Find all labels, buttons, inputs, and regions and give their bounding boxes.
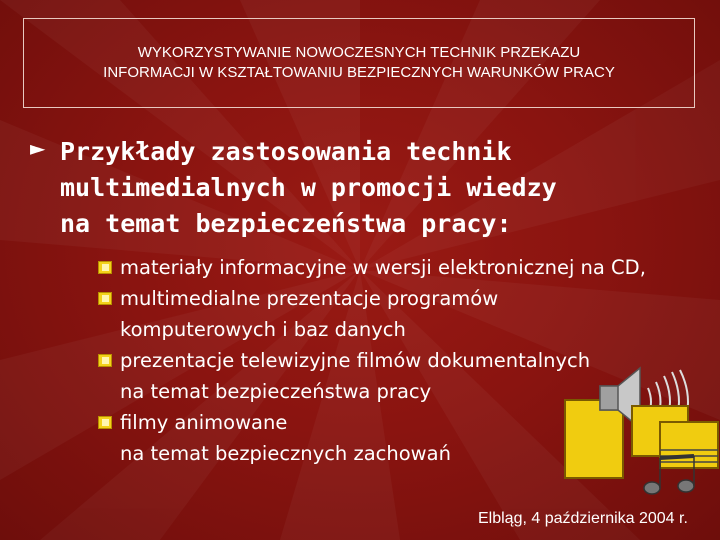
checkbox-bullet-icon xyxy=(98,292,112,305)
list-item-text: materiały informacyjne w wersji elektronicznej na CD, xyxy=(120,256,646,279)
list-item-text-continued: na temat bezpiecznych zachowań xyxy=(120,442,451,465)
slide-title-line-1: WYKORZYSTYWANIE NOWOCZESNYCH TECHNIK PRZEKAZU xyxy=(137,44,581,61)
main-heading-line-3: na temat bezpieczeństwa pracy: xyxy=(60,209,512,238)
list-item-text-continued: na temat bezpieczeństwa pracy xyxy=(120,380,432,403)
list-item xyxy=(98,283,708,345)
main-heading-line-1: Przykłady zastosowania technik xyxy=(60,137,512,166)
slide-title-box xyxy=(23,18,695,108)
main-heading-line-2: multimedialnych w promocji wiedzy xyxy=(60,173,557,202)
list-item-text: prezentacje telewizyjne filmów dokumentalnych xyxy=(120,349,591,372)
list-item-text-continued: komputerowych i baz danych xyxy=(120,318,406,341)
multimedia-speaker-music-icon xyxy=(560,362,720,502)
checkbox-bullet-icon xyxy=(98,416,112,429)
list-item xyxy=(98,252,708,283)
slide-title-line-2: INFORMACJI W KSZTAŁTOWANIU BEZPIECZNYCH WARUNKÓW PRACY xyxy=(103,64,615,81)
checkbox-bullet-icon xyxy=(98,261,112,274)
list-item-text: multimedialne prezentacje programów xyxy=(120,287,499,310)
footer-date-location: Elbląg, 4 października 2004 r. xyxy=(478,510,688,527)
checkbox-bullet-icon xyxy=(98,354,112,367)
list-item-text: filmy animowane xyxy=(120,411,288,434)
main-heading xyxy=(60,134,700,242)
triangle-pointer-icon: ► xyxy=(30,136,46,160)
